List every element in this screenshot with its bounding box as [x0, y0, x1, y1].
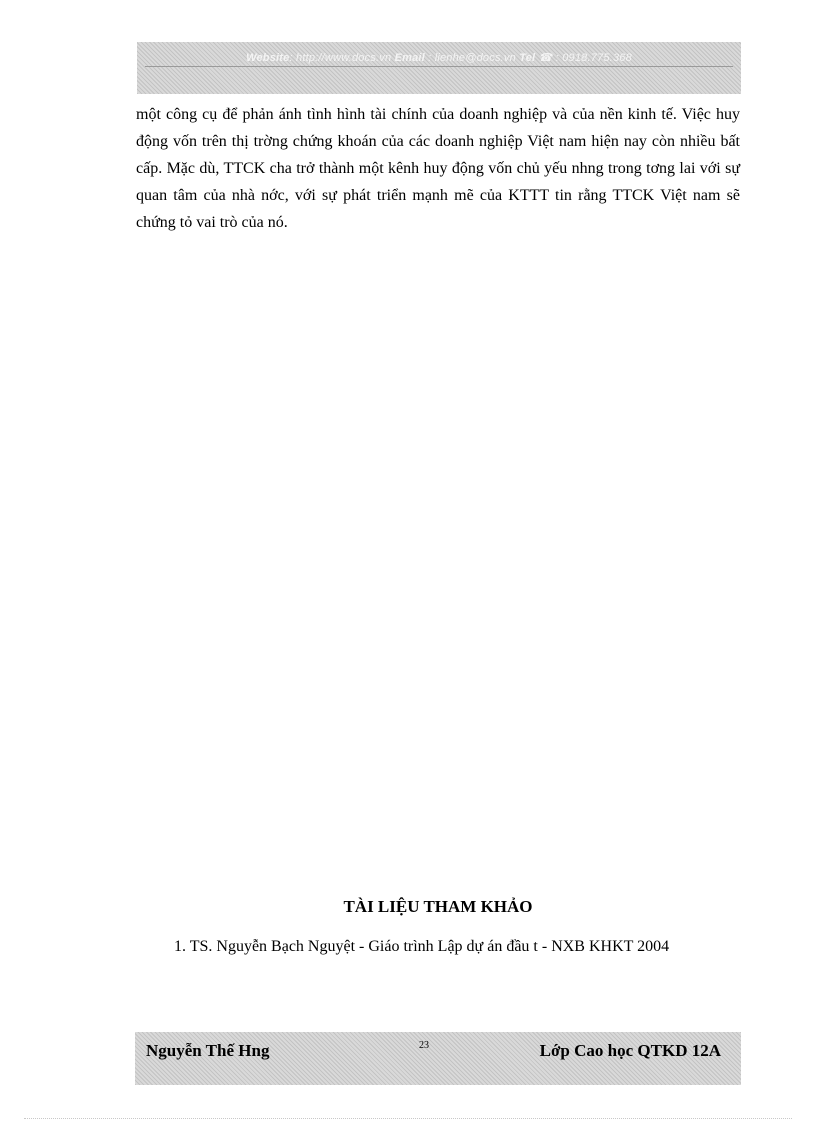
header-divider	[145, 66, 733, 67]
page-bottom-divider	[24, 1118, 792, 1119]
footer-author: Nguyễn Thế Hng	[146, 1041, 270, 1060]
tel-label: Tel	[519, 52, 536, 64]
website-label: Website	[246, 52, 290, 64]
references-title: TÀI LIỆU THAM KHẢO	[343, 897, 533, 916]
page-number: 23	[419, 1040, 429, 1051]
website-url: : http://www.docs.vn	[289, 52, 395, 64]
email-label: Email	[394, 52, 425, 64]
page-header	[137, 42, 741, 94]
email-address: : lienhe@docs.vn	[424, 52, 520, 64]
body-paragraph: một công cụ để phản ánh tình hình tài chính của doanh nghiệp và của nền kinh tế. Việc huy động vốn trên thị trờng chứng khoán của các doanh nghiệp Việt nam hiện nay còn nhiều bất cấp. Mặc dù, TTCK cha trở thành một kênh huy động vốn chủ yếu nhng trong tơng lai với sự quan tâm của nhà nớc, với sự phát triển mạnh mẽ của KTTT tin rằng TTCK Việt nam sẽ chứng tỏ vai trò của nó.	[136, 106, 740, 231]
page-footer	[135, 1032, 741, 1085]
header-contact-line	[137, 51, 741, 64]
reference-item: 1. TS. Nguyễn Bạch Nguyệt - Giáo trình Lập dự án đầu t - NXB KHKT 2004	[174, 938, 670, 955]
tel-number: ☎ : 0918.775.368	[535, 52, 632, 64]
footer-class-name: Lớp Cao học QTKD 12A	[539, 1041, 721, 1060]
